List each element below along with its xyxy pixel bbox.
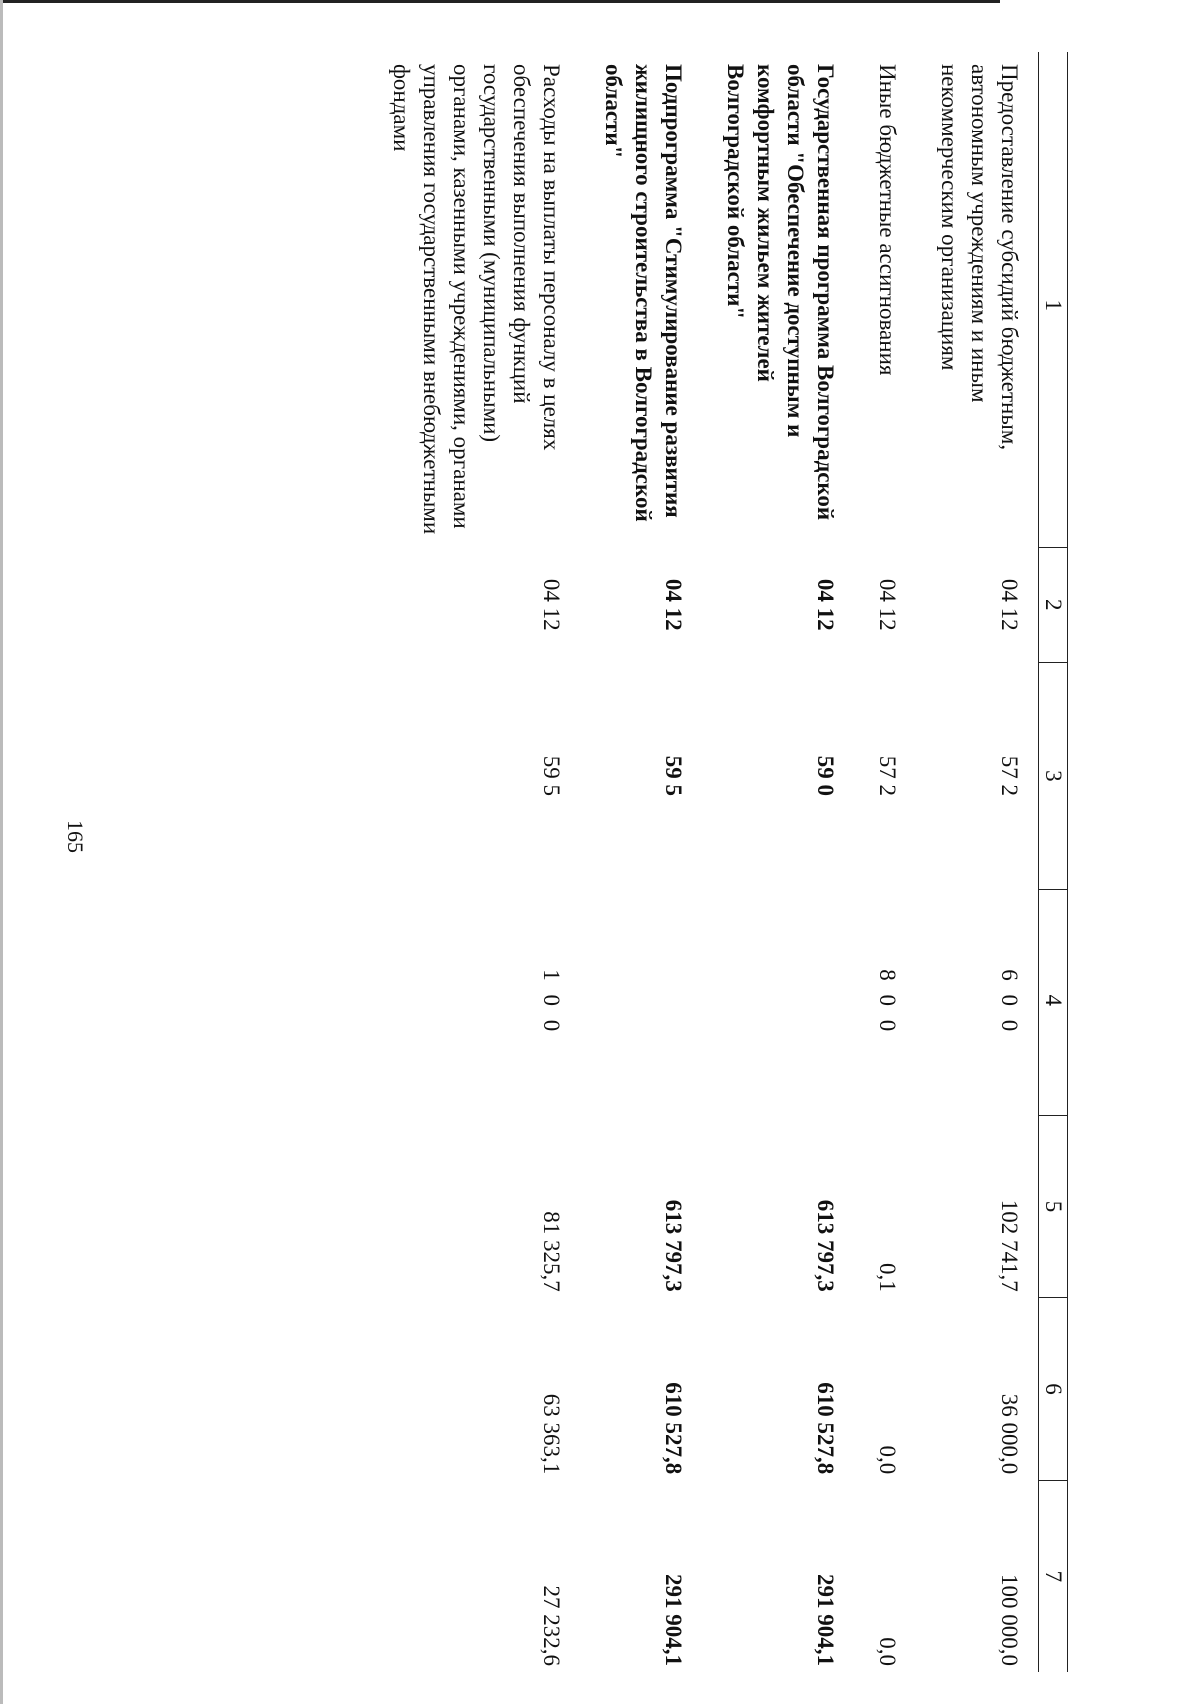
row-expense-type: 8 0 0	[875, 969, 900, 1036]
row-col6: 36 000,0	[997, 1393, 1022, 1475]
row-col5: 81 325,7	[539, 1211, 564, 1292]
budget-table	[368, 52, 1068, 1672]
row-name: Подпрограмма "Стимулирование развития жилищного строительства в Волгоградской области"	[601, 64, 686, 522]
row-section: 04 12	[539, 578, 564, 631]
header-col-2: 2	[1039, 547, 1068, 663]
row-target: 57 2	[997, 755, 1022, 796]
row-section: 04 12	[997, 578, 1022, 631]
header-col-5: 5	[1039, 1115, 1068, 1297]
row-col6: 610 527,8	[661, 1382, 686, 1475]
header-col-4: 4	[1039, 889, 1068, 1115]
row-section: 04 12	[813, 578, 838, 631]
header-col-6: 6	[1039, 1298, 1068, 1480]
table-header-row	[1039, 52, 1068, 1672]
row-col7: 27 232,6	[539, 1585, 564, 1666]
row-target: 59 5	[661, 755, 686, 796]
row-section: 04 12	[875, 578, 900, 631]
header-col-7: 7	[1039, 1480, 1068, 1672]
row-expense-type	[702, 889, 854, 1115]
table-row	[916, 52, 1039, 1672]
row-col7: 291 904,1	[813, 1574, 838, 1666]
row-col5: 102 741,7	[997, 1199, 1022, 1292]
row-expense-type	[580, 889, 702, 1115]
row-col7: 291 904,1	[661, 1574, 686, 1666]
row-target: 59 5	[539, 755, 564, 796]
row-col6: 0,0	[875, 1445, 900, 1475]
row-target: 57 2	[875, 755, 900, 796]
row-col7: 0,0	[875, 1637, 900, 1666]
table-row	[854, 52, 916, 1672]
table-row	[702, 52, 854, 1672]
row-col7: 100 000,0	[997, 1574, 1022, 1666]
row-section: 04 12	[661, 578, 686, 631]
row-col5: 0,1	[875, 1262, 900, 1292]
row-target: 59 0	[813, 755, 838, 796]
row-name: Государственная программа Волгоградской области "Обеспечение доступным и комфортным жильем жителей Волгоградской области"	[723, 64, 838, 521]
page-number: 165	[63, 820, 88, 853]
table-row	[368, 52, 580, 1672]
row-expense-type: 1 0 0	[539, 969, 564, 1036]
row-name: Иные бюджетные ассигнования	[875, 64, 900, 376]
header-col-1: 1	[1039, 52, 1068, 547]
row-name: Расходы на выплаты персоналу в целях обеспечения выполнения функций государственными (муниципальными) органами, казенными учреждениями, органами управления государственными внебюджетными фондами	[389, 64, 564, 535]
row-col5: 613 797,3	[661, 1199, 686, 1292]
header-col-3: 3	[1039, 663, 1068, 890]
row-col6: 63 363,1	[539, 1393, 564, 1475]
table-row	[580, 52, 702, 1672]
row-name: Предоставление субсидий бюджетным, автономным учреждениям и иным некоммерческим организациям	[937, 64, 1022, 451]
row-col5: 613 797,3	[813, 1199, 838, 1292]
row-col6: 610 527,8	[813, 1382, 838, 1475]
row-expense-type: 6 0 0	[997, 969, 1022, 1036]
